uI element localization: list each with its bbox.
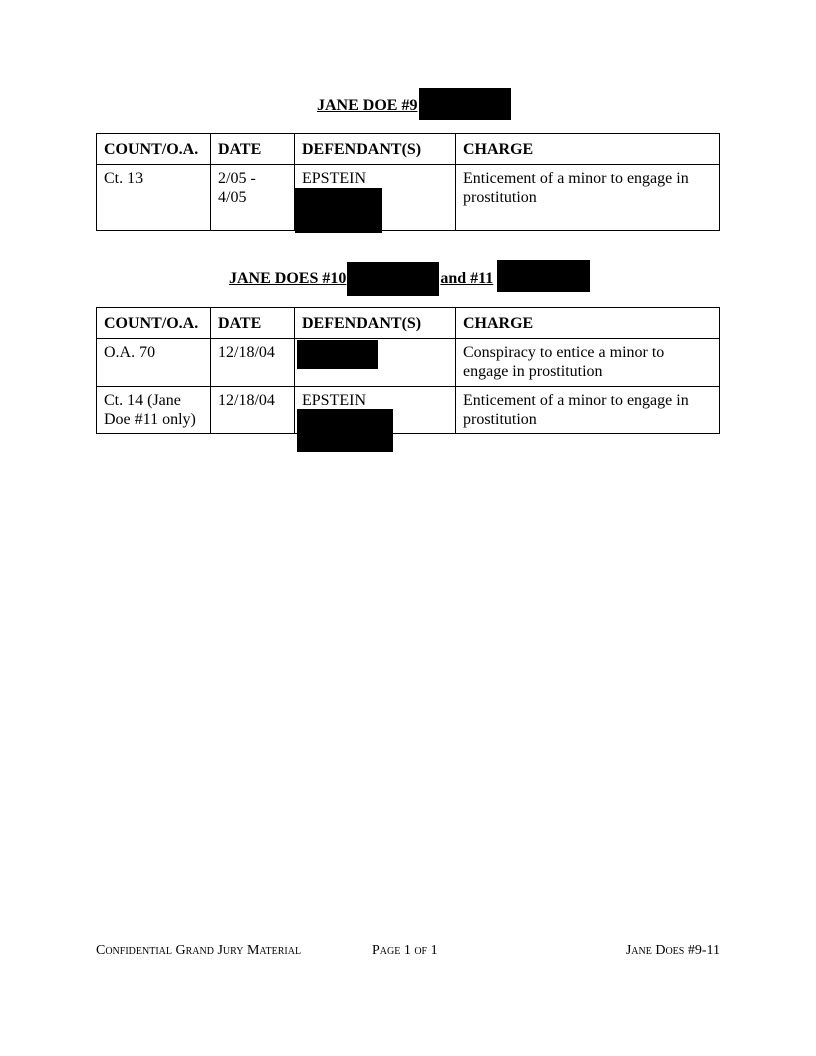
section-title-jane-doe-9: JANE DOE #9 bbox=[317, 97, 418, 114]
redaction-box bbox=[419, 88, 511, 120]
cell-date: 2/05 - 4/05 bbox=[211, 165, 295, 231]
redaction-box bbox=[347, 262, 439, 296]
cell-date: 12/18/04 bbox=[211, 387, 295, 434]
table-header-row bbox=[97, 134, 720, 165]
redaction-box bbox=[295, 188, 382, 233]
table-row bbox=[97, 165, 720, 231]
cell-defendant: EPSTEIN bbox=[295, 387, 456, 434]
charges-table-jane-doe-9 bbox=[96, 133, 720, 231]
footer-right: Jane Does #9-11 bbox=[625, 943, 720, 958]
header-count: COUNT/O.A. bbox=[97, 308, 211, 339]
redaction-box bbox=[297, 340, 378, 369]
cell-charge: Enticement of a minor to engage in prostitution bbox=[456, 165, 720, 231]
cell-count: O.A. 70 bbox=[97, 339, 211, 387]
footer-center: Page 1 of 1 bbox=[372, 943, 438, 958]
header-date: DATE bbox=[211, 308, 295, 339]
cell-charge: Enticement of a minor to engage in prostitution bbox=[456, 387, 720, 434]
cell-charge: Conspiracy to entice a minor to engage in prostitution bbox=[456, 339, 720, 387]
table-row bbox=[97, 339, 720, 387]
header-defendants: DEFENDANT(S) bbox=[295, 134, 456, 165]
charges-table-jane-does-10-11 bbox=[96, 307, 720, 434]
redaction-box bbox=[297, 409, 393, 452]
header-date: DATE bbox=[211, 134, 295, 165]
header-charge: CHARGE bbox=[456, 134, 720, 165]
table-row bbox=[97, 387, 720, 434]
title-part-2: and #11 bbox=[440, 270, 494, 287]
cell-count: Ct. 14 (Jane Doe #11 only) bbox=[97, 387, 211, 434]
cell-defendant: EPSTEIN bbox=[295, 165, 456, 231]
redaction-box bbox=[497, 260, 590, 292]
header-count: COUNT/O.A. bbox=[97, 134, 211, 165]
footer-left: Confidential Grand Jury Material bbox=[96, 943, 302, 958]
table-header-row bbox=[97, 308, 720, 339]
cell-count: Ct. 13 bbox=[97, 165, 211, 231]
title-part-1: JANE DOES #10 bbox=[229, 270, 347, 287]
cell-date: 12/18/04 bbox=[211, 339, 295, 387]
header-defendants: DEFENDANT(S) bbox=[295, 308, 456, 339]
header-charge: CHARGE bbox=[456, 308, 720, 339]
